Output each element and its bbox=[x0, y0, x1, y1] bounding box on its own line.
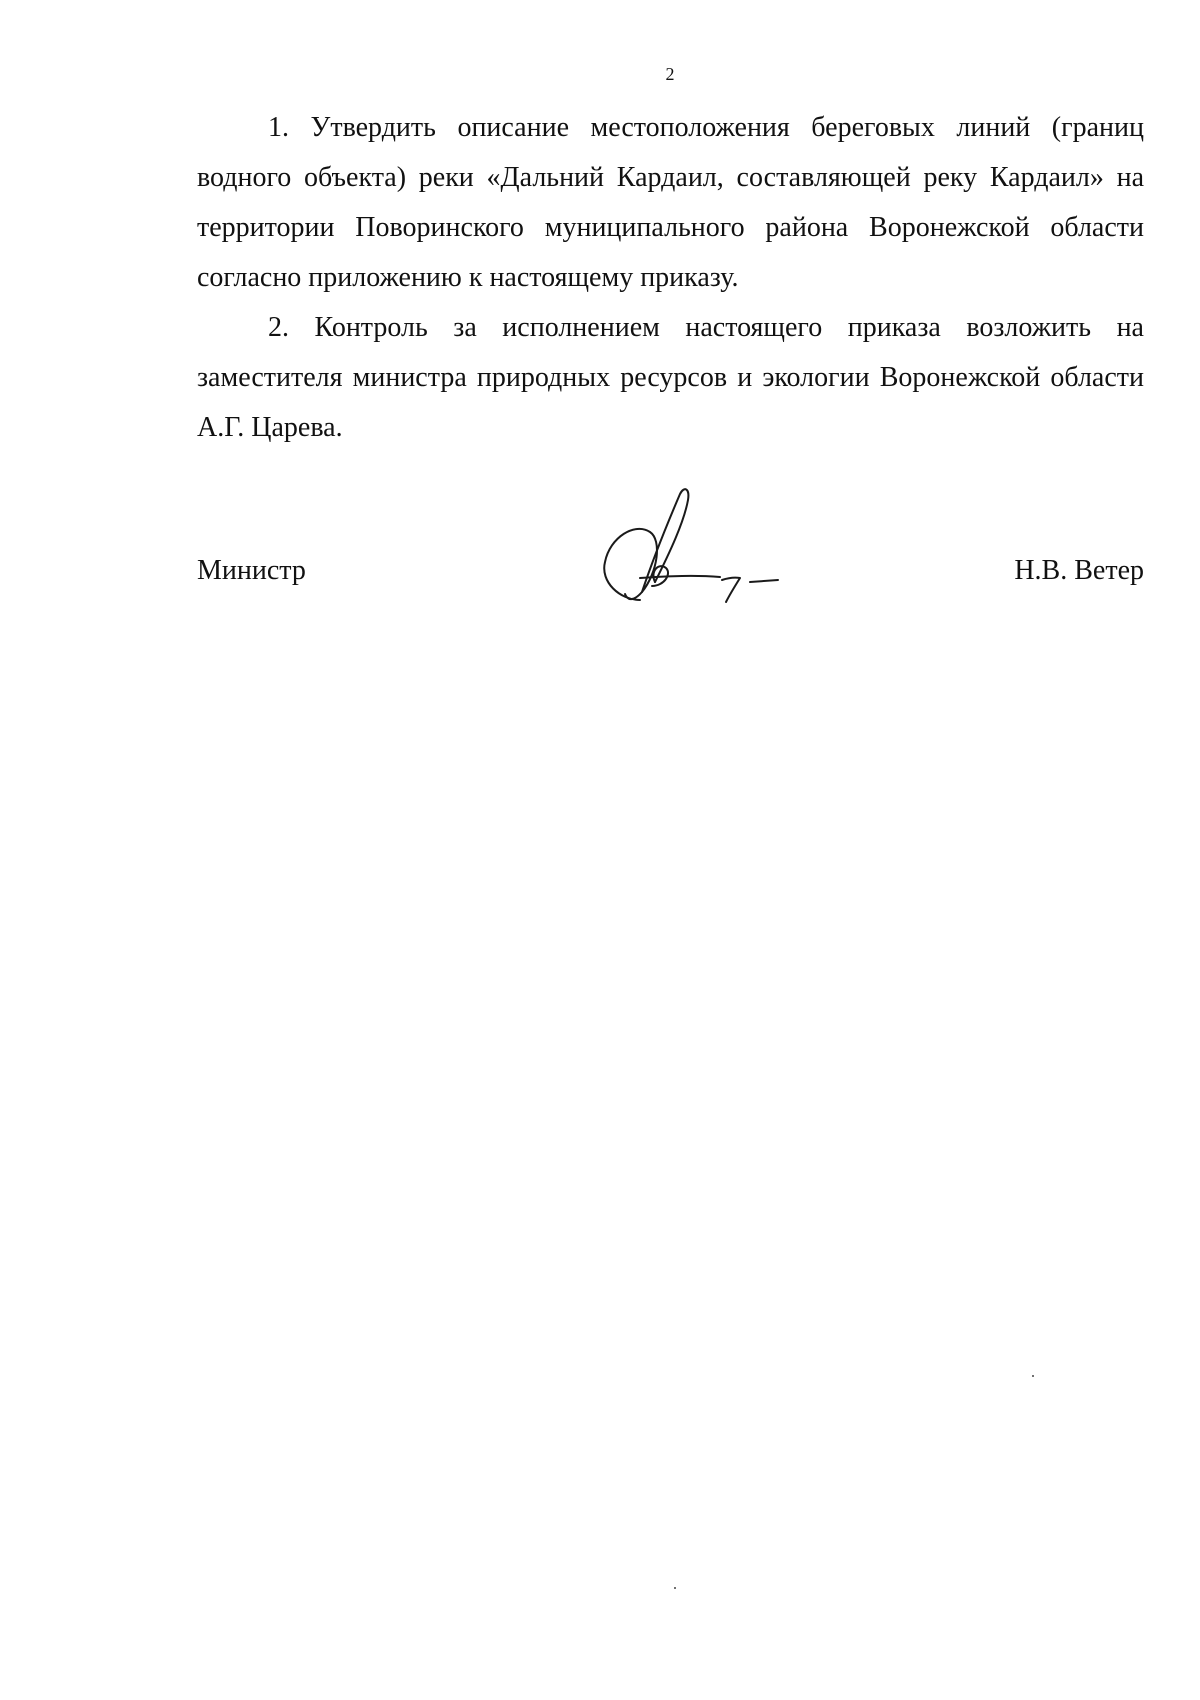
scan-speck bbox=[1032, 1375, 1034, 1377]
paragraph-2: 2. Контроль за исполнением настоящего приказа возложить на заместителя министра природных ресурсов и экологии Воронежской области А.Г. Царева. bbox=[197, 312, 1144, 443]
signatory-title: Министр bbox=[197, 555, 306, 586]
paragraph-1: 1. Утвердить описание местоположения береговых линий (границ водного объекта) реки «Дальний Кардаил, составляющей реку Кардаил» на территории Поворинского муниципального района Воронежской области согласно приложению к настоящему приказу. bbox=[197, 112, 1144, 293]
signatory-name: Н.В. Ветер bbox=[1014, 555, 1144, 586]
handwritten-signature bbox=[580, 482, 790, 622]
scan-speck bbox=[674, 1587, 676, 1589]
page-number: 2 bbox=[665, 64, 675, 84]
document-body bbox=[197, 103, 1144, 453]
